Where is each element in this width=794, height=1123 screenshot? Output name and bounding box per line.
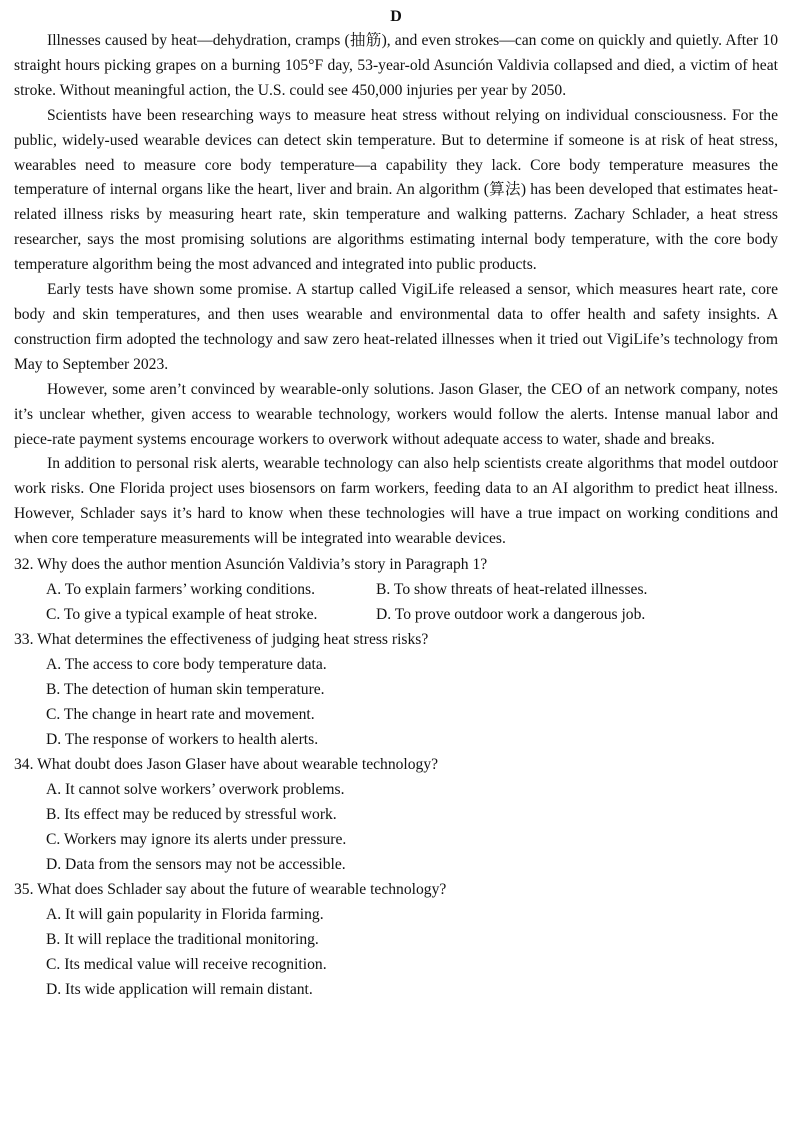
question-stem: 32. Why does the author mention Asunción Valdivia’s story in Paragraph 1? [14, 556, 488, 574]
answer-options [14, 902, 778, 1002]
passage-paragraph-1: Illnesses caused by heat—dehydration, cramps (抽筋), and even strokes—can come on quickly and quietly. After 10 straight hours picking grapes on a burning 105°F day, 53-year-old Asunción Valdivia collapsed and died, a victim of heat stroke. Without meaningful action, the U.S. could see 450,000 injuries per year by 2050. [14, 32, 778, 99]
reading-passage [14, 29, 778, 552]
option-a: A. The access to core body temperature data. [46, 656, 327, 674]
option-d: D. Its wide application will remain distant. [46, 981, 313, 999]
question-stem: 35. What does Schlader say about the future of wearable technology? [14, 881, 447, 899]
passage-paragraph-3: Early tests have shown some promise. A startup called VigiLife released a sensor, which measures heart rate, core body and skin temperatures, and then uses wearable and environmental data to offer health and safety insights. A construction firm adopted the technology and saw zero heat-related illnesses when it tried out VigiLife’s technology from May to September 2023. [14, 281, 778, 373]
passage-paragraph-4: However, some aren’t convinced by wearable-only solutions. Jason Glaser, the CEO of an network company, notes it’s unclear whether, given access to wearable technology, workers would follow the alerts. Intense manual labor and piece-rate payment systems encourage workers to overwork without adequate access to water, shade and breaks. [14, 380, 778, 448]
option-b: B. The detection of human skin temperature. [46, 681, 325, 699]
option-a: A. To explain farmers’ working conditions. [46, 581, 315, 599]
answer-options [14, 652, 778, 752]
option-d: D. To prove outdoor work a dangerous job. [376, 606, 646, 624]
question-33 [14, 627, 778, 752]
option-b: B. It will replace the traditional monitoring. [46, 931, 319, 949]
option-c: C. Its medical value will receive recognition. [46, 956, 327, 974]
option-a: A. It will gain popularity in Florida farming. [46, 906, 324, 924]
question-stem: 33. What determines the effectiveness of judging heat stress risks? [14, 631, 429, 649]
option-c: C. The change in heart rate and movement. [46, 706, 315, 724]
question-stem: 34. What doubt does Jason Glaser have about wearable technology? [14, 756, 439, 774]
option-a: A. It cannot solve workers’ overwork problems. [46, 781, 345, 799]
option-c: C. Workers may ignore its alerts under pressure. [46, 831, 347, 849]
answer-options [14, 777, 778, 877]
section-title: D [390, 8, 402, 25]
option-b: B. Its effect may be reduced by stressful work. [46, 806, 337, 824]
question-list [14, 552, 778, 1002]
option-b: B. To show threats of heat-related illnesses. [376, 581, 648, 599]
option-d: D. The response of workers to health alerts. [46, 731, 319, 749]
passage-paragraph-5: In addition to personal risk alerts, wearable technology can also help scientists create algorithms that model outdoor work risks. One Florida project uses biosensors on farm workers, feeding data to an AI algorithm to predict heat illness. However, Schlader says it’s hard to know when these technologies will have a true impact on working conditions and when core temperature measurements will be integrated into wearable devices. [14, 455, 778, 548]
question-34 [14, 752, 778, 877]
question-32 [14, 552, 778, 627]
question-35 [14, 877, 778, 1002]
passage-paragraph-2: Scientists have been researching ways to measure heat stress without relying on individual consciousness. For the public, widely-used wearable devices can detect skin temperature. But to determine if someone is at risk of heat stress, wearables need to measure core body temperature—a capability they lack. Core body temperature measures the temperature of internal organs like the heart, liver and brain. An algorithm (算法) has been developed that estimates heat-related illness risks by measuring heart rate, skin temperature and walking patterns. Zachary Schlader, a heat stress researcher, says the most promising solutions are algorithms estimating internal body temperature, with the core body temperature algorithm being the most advanced and integrated into public products. [14, 106, 778, 274]
option-c: C. To give a typical example of heat stroke. [46, 606, 318, 624]
answer-options [14, 577, 778, 627]
option-d: D. Data from the sensors may not be accessible. [46, 856, 346, 874]
